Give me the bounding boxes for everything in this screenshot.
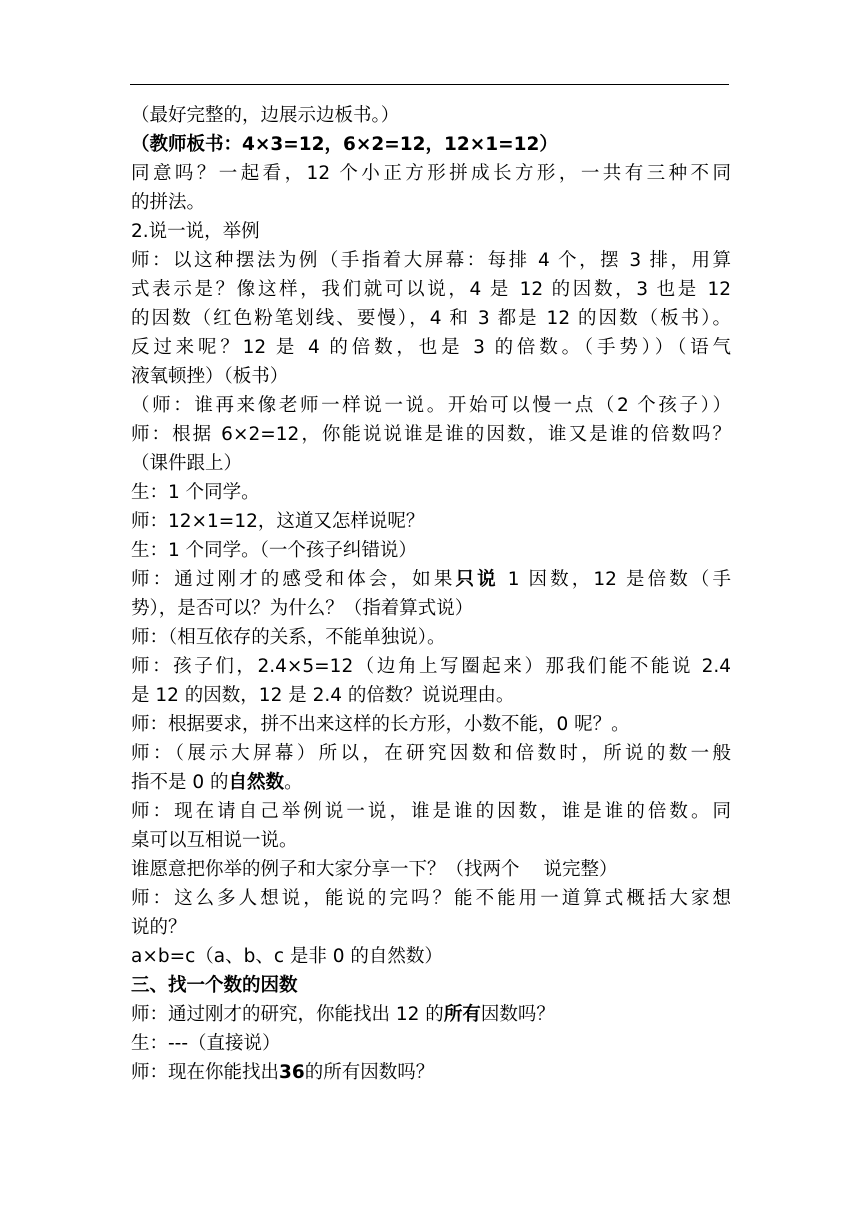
paragraph-line: 师：（相互依存的关系，不能单独说）。: [131, 627, 446, 648]
paragraph-line: [131, 1000, 731, 1029]
text-run: 说完整）: [543, 859, 618, 880]
paragraph-line: （师：谁再来像老师一样说一说。开始可以慢一点（2 个孩子））: [131, 395, 731, 416]
paragraph-line: 的因数（红色粉笔划线、要慢），4 和 3 都是 12 的因数（板书）。: [131, 308, 731, 329]
paragraph-line: 同意吗？一起看，12 个小正方形拼成长方形，一共有三种不同: [131, 163, 731, 184]
paragraph-line: 师：（展示大屏幕）所以，在研究因数和倍数时，所说的数一般: [131, 743, 731, 764]
text-run: 师：现在你能找出: [131, 1062, 280, 1083]
paragraph-line: 生：1 个同学。: [131, 482, 260, 503]
paragraph-line: [131, 855, 731, 884]
paragraph-line: [131, 768, 731, 797]
paragraph-line: 师：根据要求，拼不出来这样的长方形，小数不能，0 呢？。: [131, 714, 630, 735]
board-writing-line: （教师板书：4×3=12，6×2=12，12×1=12）: [131, 134, 558, 155]
paragraph-line: 桌可以互相说一说。: [131, 830, 298, 851]
section-heading: 三、找一个数的因数: [131, 975, 298, 996]
header-rule: [130, 84, 729, 85]
paragraph-line: 的拼法。: [131, 192, 206, 213]
paragraph-line: 生：---（直接说）: [131, 1033, 281, 1054]
emphasis-text: 所有: [443, 1004, 481, 1025]
emphasis-text: 自然数: [228, 772, 285, 793]
text-run: 指不是 0 的: [131, 772, 229, 793]
text-run: 师：通过刚才的研究，你能找出 12 的: [131, 1004, 444, 1025]
emphasis-text: 只说: [455, 569, 499, 590]
text-run: 师：通过刚才的感受和体会，如果: [131, 569, 456, 590]
text-run: 。: [284, 772, 303, 793]
text-run: 因数吗？: [480, 1004, 555, 1025]
paragraph-line: （课件跟上）: [131, 453, 243, 474]
paragraph-line: 师：这么多人想说，能说的完吗？能不能用一道算式概括大家想: [131, 888, 731, 909]
paragraph-line: 是 12 的因数，12 是 2.4 的倍数？说说理由。: [131, 685, 515, 706]
paragraph-line: 师：孩子们，2.4×5=12（边角上写圈起来）那我们能不能说 2.4: [131, 656, 731, 677]
paragraph-line: 液氧顿挫）（板书）: [131, 366, 289, 387]
text-run: 谁愿意把你举的例子和大家分享一下？（找两个: [131, 859, 520, 880]
paragraph-line: 师：以这种摆法为例（手指着大屏幕：每排 4 个，摆 3 排，用算: [131, 250, 731, 271]
text-run: 1 因数，12 是倍数（手: [498, 569, 731, 590]
emphasis-text: 36: [279, 1062, 305, 1083]
section-heading: 2.说一说，举例: [131, 221, 260, 242]
paragraph-line: 势），是否可以？为什么？（指着算式说）: [131, 598, 474, 619]
paragraph-line: 师：根据 6×2=12，你能说说谁是谁的因数，谁又是谁的倍数吗？: [131, 424, 731, 445]
paragraph-line: （最好完整的，边展示边板书。）: [131, 105, 400, 126]
paragraph-line: 说的？: [131, 917, 187, 938]
text-run: 的所有因数吗？: [304, 1062, 435, 1083]
paragraph-line: 师：12×1=12，这道又怎样说呢？: [131, 511, 425, 532]
formula-line: a×b=c（a、b、c 是非 0 的自然数）: [131, 946, 443, 967]
paragraph-line: [131, 565, 731, 594]
paragraph-line: [131, 1058, 731, 1087]
paragraph-line: 反过来呢？12 是 4 的倍数，也是 3 的倍数。（手势））（语气: [131, 337, 731, 358]
document-body: [131, 101, 731, 1087]
paragraph-line: 生：1 个同学。（一个孩子纠错说）: [131, 540, 417, 561]
paragraph-line: 师：现在请自己举例说一说，谁是谁的因数，谁是谁的倍数。同: [131, 801, 731, 822]
paragraph-line: 式表示是？像这样，我们就可以说，4 是 12 的因数，3 也是 12: [131, 279, 731, 300]
